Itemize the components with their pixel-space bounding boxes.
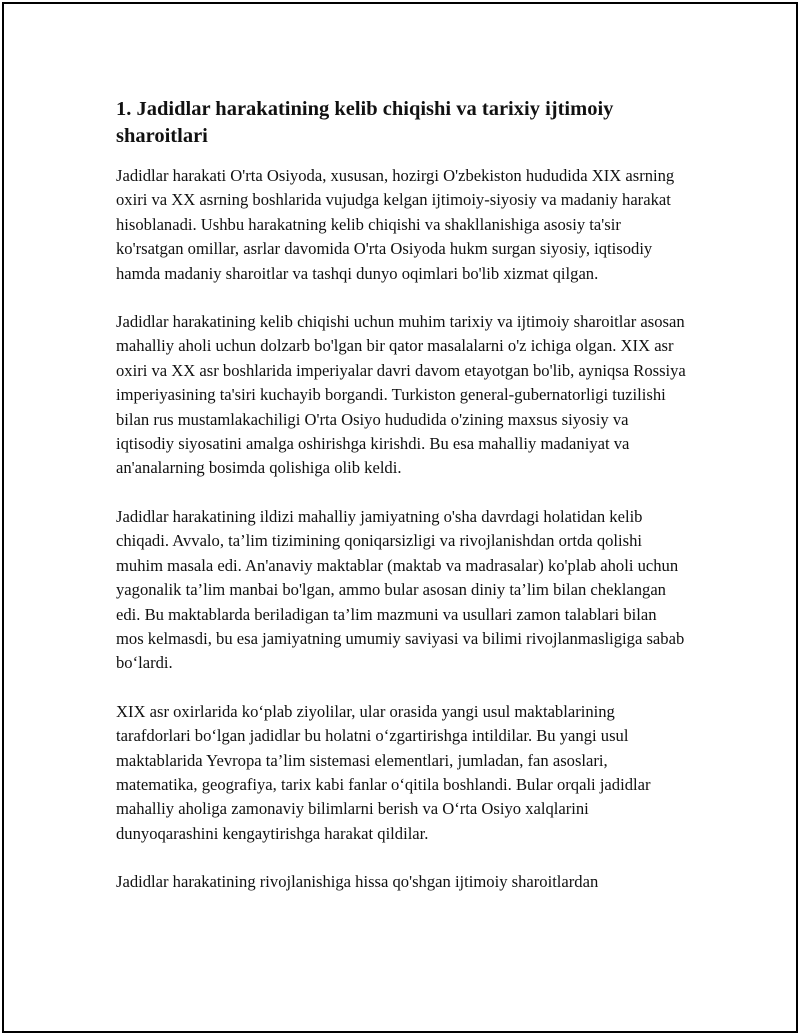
paragraph-2: Jadidlar harakatining kelib chiqishi uchun muhim tarixiy va ijtimoiy sharoitlar asosan mahalliy aholi uchun dolzarb bo'lgan bir qator masalalarni o'z ichiga olgan. XIX asr oxiri va XX asr boshlarida imperiyalar davri davom etayotgan bo'lib, ayniqsa Rossiya imperiyasining ta'siri kuchayib borgandi. Turkiston general-gubernatorligi tuzilishi bilan rus mustamlakachiligi O'rta Osiyo hududida o'zining maxsus siyosiy va iqtisodiy siyosatini amalga oshirishga kirishdi. Bu esa mahalliy madaniyat va an'analarning bosimda qolishiga olib keldi. (116, 312, 686, 478)
section-heading: 1. Jadidlar harakatining kelib chiqishi va tarixiy ijtimoiy sharoitlari (116, 98, 614, 147)
paragraph-4: XIX asr oxirlarida ko‘plab ziyolilar, ular orasida yangi usul maktablarining tarafdorlari bo‘lgan jadidlar bu holatni o‘zgartirishga intildilar. Bu yangi usul maktablarida Yevropa ta’lim sistemasi elementlari, jumladan, fan asoslari, matematika, geografiya, tarix kabi fanlar o‘qitila boshlandi. Bular orqali jadidlar mahalliy aholiga zamonaviy bilimlarni berish va O‘rta Osiyo xalqlarini dunyoqarashini kengaytirishga harakat qildilar. (116, 701, 651, 843)
paragraph-1: Jadidlar harakati O'rta Osiyoda, xususan, hozirgi O'zbekiston hududida XIX asrning oxiri va XX asrning boshlarida vujudga kelgan ijtimoiy-siyosiy va madaniy harakat hisoblanadi. Ushbu harakatning kelib chiqishi va shakllanishiga asosiy ta'sir ko'rsatgan omillar, asrlar davomida O'rta Osiyoda hukm surgan siyosiy, iqtisodiy hamda madaniy sharoitlar va tashqi dunyo oqimlari bo'lib xizmat qilgan. (116, 166, 675, 283)
document-body (116, 96, 686, 919)
paragraph-5: Jadidlar harakatining rivojlanishiga hissa qo'shgan ijtimoiy sharoitlardan (116, 872, 599, 892)
paragraph-3: Jadidlar harakatining ildizi mahalliy jamiyatning o'sha davrdagi holatidan kelib chiqadi. Avvalo, ta’lim tizimining qoniqarsizligi va rivojlanishdan ortda qolishi muhim masala edi. An'anaviy maktablar (maktab va madrasalar) ko'plab aholi uchun yagonalik ta’lim manbai bo'lgan, ammo bular asosan diniy ta’lim bilan cheklangan edi. Bu maktablarda beriladigan ta’lim mazmuni va usullari zamon talablari bilan mos kelmasdi, bu esa jamiyatning umumiy saviyasi va bilimi rivojlanmasligiga sabab bo‘lardi. (116, 506, 685, 673)
